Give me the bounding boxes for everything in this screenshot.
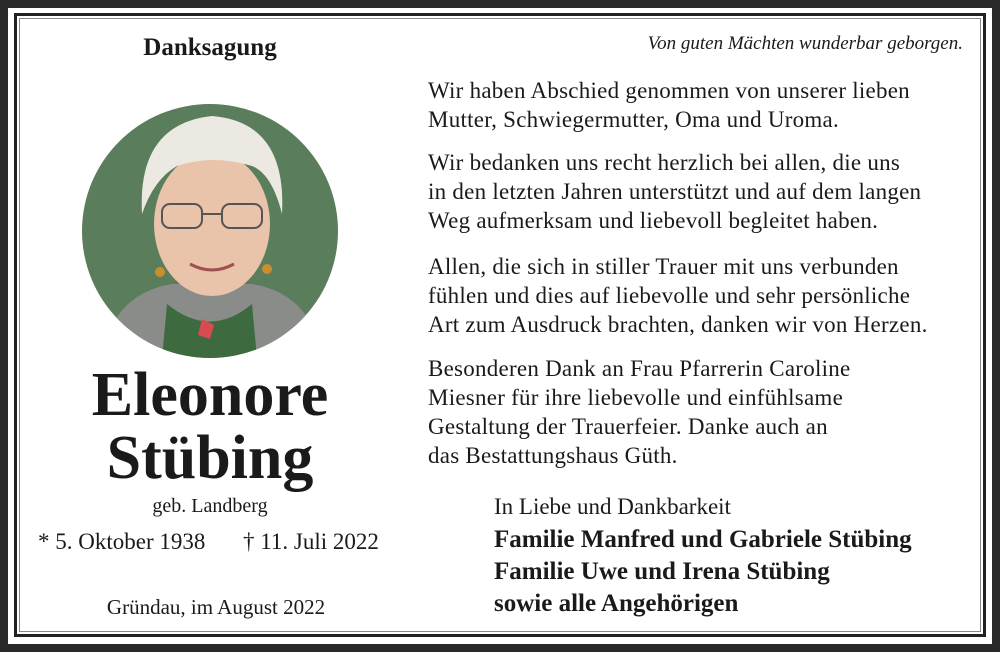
birth-date: * 5. Oktober 1938 <box>38 529 206 554</box>
death-date: † 11. Juli 2022 <box>243 529 379 554</box>
paragraph-line: Allen, die sich in stiller Trauer mit uns verbunden <box>428 254 899 279</box>
paragraph-line: fühlen und dies auf liebevolle und sehr persönliche <box>428 283 911 308</box>
paragraph-line: Gestaltung der Trauerfeier. Danke auch an <box>428 414 828 439</box>
paragraph-line: Wir bedanken uns recht herzlich bei allen, die uns <box>428 150 901 175</box>
paragraph-line: Wir haben Abschied genommen von unserer lieben <box>428 78 910 103</box>
deceased-last-name: Stübing <box>106 424 314 492</box>
portrait-photo <box>82 104 338 358</box>
paragraph-line: Mutter, Schwiegermutter, Oma und Uroma. <box>428 107 839 132</box>
signer: Familie Manfred und Gabriele Stübing <box>494 526 912 553</box>
signer: Familie Uwe und Irena Stübing <box>494 558 830 585</box>
signoff: In Liebe und Dankbarkeit <box>494 494 731 519</box>
motto: Von guten Mächten wunderbar geborgen. <box>647 33 963 54</box>
signer: sowie alle Angehörigen <box>494 590 739 617</box>
place-date: Gründau, im August 2022 <box>106 595 326 619</box>
paragraph-line: Miesner für ihre liebevolle und einfühlsame <box>428 385 844 410</box>
birth-name: geb. Landberg <box>152 495 268 517</box>
paragraph-line: das Bestattungshaus Güth. <box>428 443 678 468</box>
paragraph-line: Weg aufmerksam und liebevoll begleitet haben. <box>428 208 879 233</box>
paragraph-line: in den letzten Jahren unterstützt und auf dem langen <box>428 179 922 204</box>
paragraph-line: Besonderen Dank an Frau Pfarrerin Caroline <box>428 356 851 381</box>
paragraph-line: Art zum Ausdruck brachten, danken wir von Herzen. <box>428 312 928 337</box>
heading: Danksagung <box>143 34 277 61</box>
deceased-first-name: Eleonore <box>91 361 329 429</box>
